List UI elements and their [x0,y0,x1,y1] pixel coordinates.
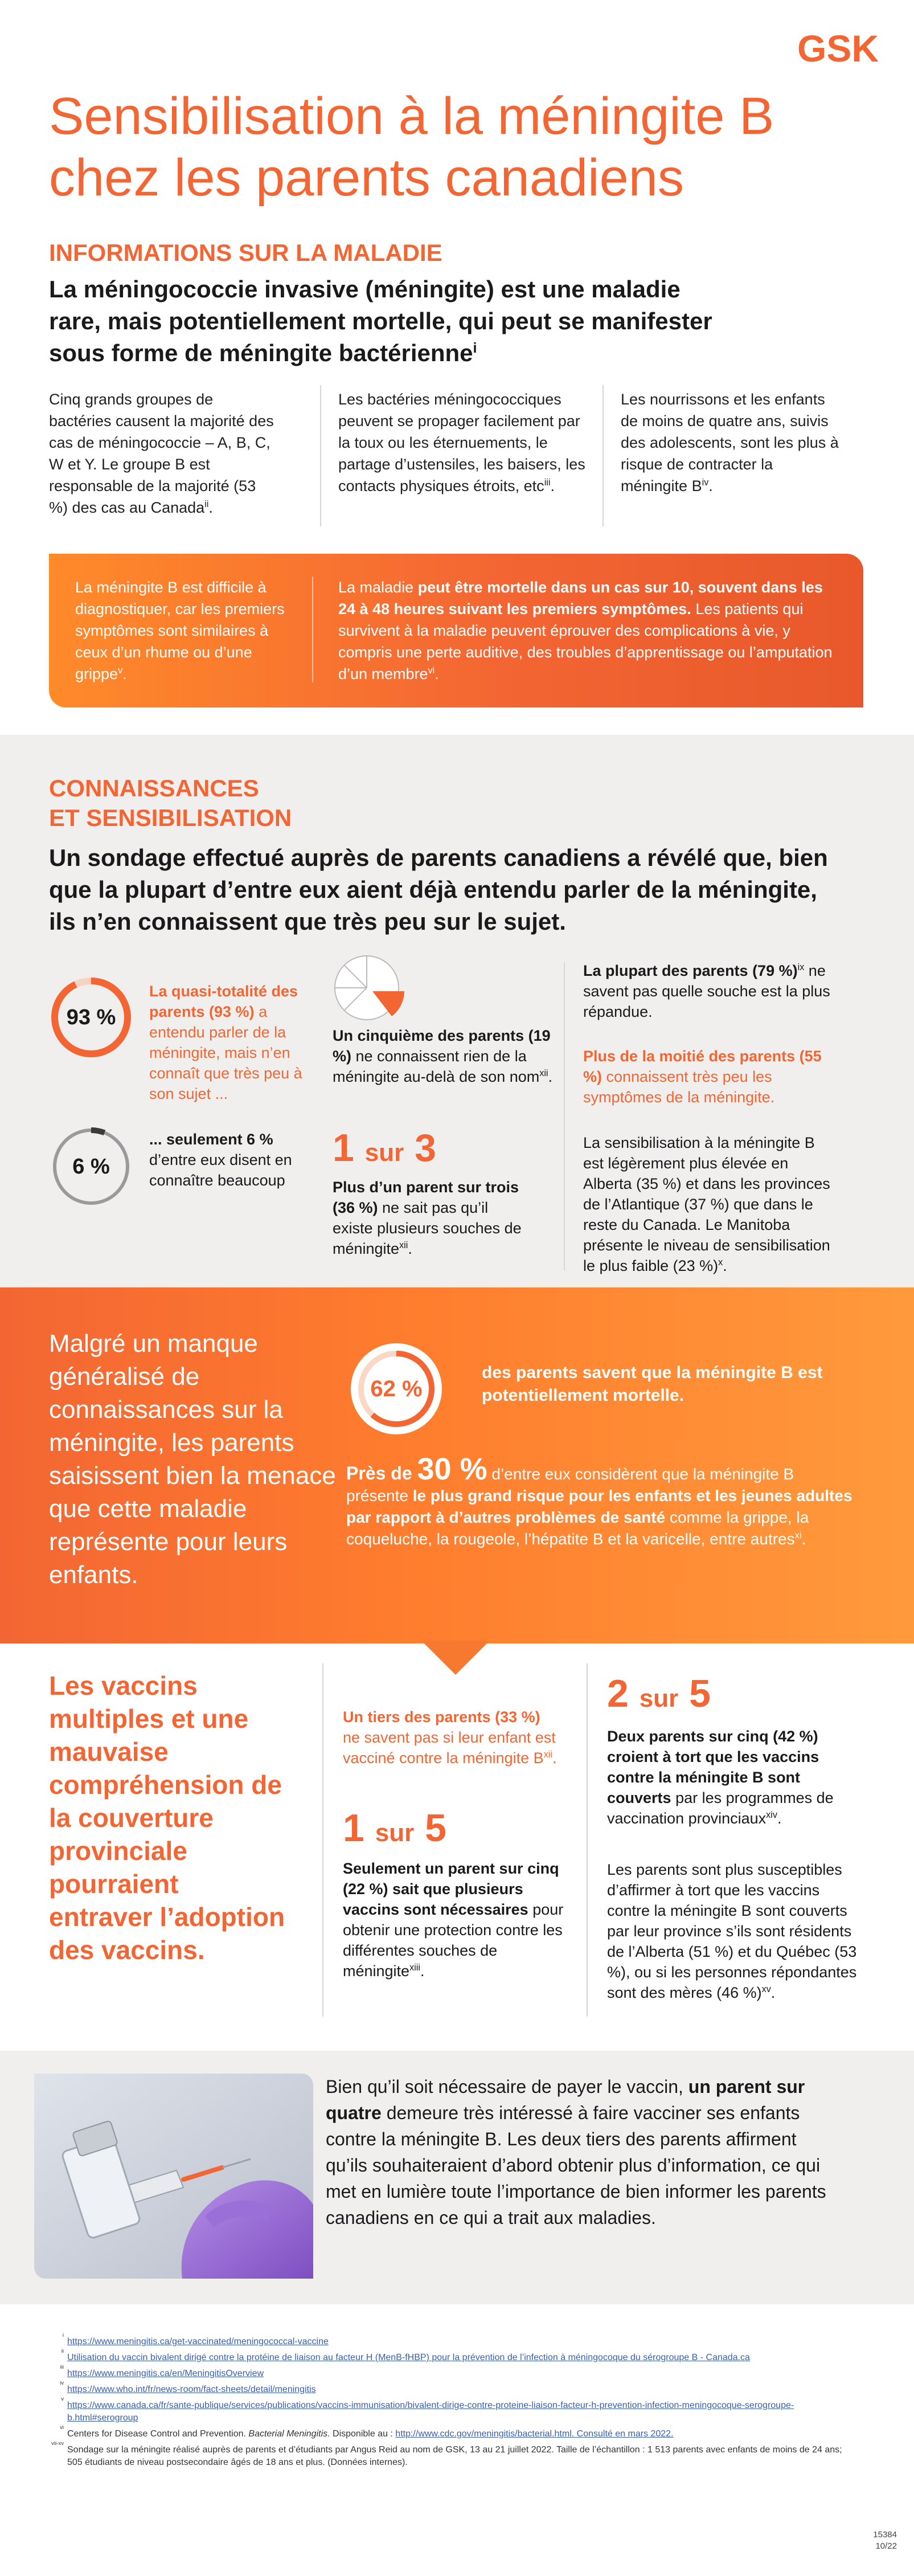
stat-62-circle [351,1343,442,1434]
column-divider [320,385,321,526]
donut-6-percent [49,1125,133,1209]
footnote-v: v https://www.canada.ca/fr/sante-publique/services/publications/vaccins-immunisation/bivalent-dirige-contre-proteine-liaison-facteur-h-prevention-infection-meningocoque-serogroupe-b.html#serogroup [49,2399,846,2424]
column-divider [564,963,565,1270]
stat-one-third-text: Plus d’un parent sur trois (36 %) ne sait pas qu’il existe plusieurs souches de méningite$^{xii}$. [333,1179,522,1257]
stat-two-fifths-text: Deux parents sur cinq (42 %) croient à tort que les vaccins contre la méningite B sont couverts par les programmes de vaccination provinciaux$^{xiv}$. [607,1728,834,1827]
gsk-logo [797,23,883,74]
donut-93-percent [49,975,133,1060]
footnote-iii: iii https://www.meningitis.ca/en/MeningitisOverview [49,2368,846,2380]
ratio-1-sur-3: 1 sur 3 [333,1126,436,1170]
mortality-text: La maladie peut être mortelle dans un cas sur 10, souvent dans les 24 à 48 heures suivant les premiers symptômes. Les patients qui survivent à la maladie peuvent éprouver des complications à vie, y compris une perte auditive, des troubles d’apprentissage ou l’amputation d’un membre$^{vi}$. [338,579,833,682]
footnote-link[interactable]: https://www.meningitis.ca/get-vaccinated/meningococcal-vaccine [67,2337,329,2346]
title-line-1: Sensibilisation à la méningite B [49,87,774,145]
donut-93-label: 93 % [66,1005,116,1029]
knowledge-lead: Un sondage effectué auprès de parents canadiens a révélé que, bien que la plupart d’entre eux aient déjà entendu parler de la méningite, ils n’en connaissent que très peu sur le sujet. [49,844,828,935]
footnote-link[interactable]: Utilisation du vaccin bivalent dirigé contre la protéine de liaison au facteur H (MenB-fHBP) pour la prévention de l’infection à méningocoque du sérogroupe B - Canada.ca [67,2353,750,2362]
nearly-30-text: Près de 30 % d’entre eux considèrent que la méningite B présente le plus grand risque pour les enfants et les jeunes adultes par rapport à d’autres problèmes de santé comme la grippe, la coqueluche, la rougeole, l’hépatite B et la varicelle, entre autres$^{xi}$. [346,1452,852,1548]
regional-awareness-text: La sensibilisation à la méningite B est légèrement plus élevée en Alberta (35 %) et dans les provinces de l’Atlantique (37 %) que dans le reste du Canada. Le Manitoba présente le niveau de sensibilisation le plus faible (23 %)$^x$. [583,1134,830,1274]
symptom-mortality-box [49,554,863,708]
stat-half-parents-text: Plus de la moitié des parents (55 %) connaissent très peu les symptômes de la méningite. [583,1048,822,1106]
footnote-vi: vi Centers for Disease Control and Prevention. Bacterial Meningitis. Disponible au : http://www.cdc.gov/meningitis/bacterial.html. Consulté en mars 2022. [60,2424,674,2439]
footnote-link[interactable]: http://www.cdc.gov/meningitis/bacterial.html. Consulté en mars 2022. [395,2429,674,2439]
vaccine-vial-photo [34,2074,313,2279]
disease-column-3: Les nourrissons et les enfants de moins de quatre ans, suivis des adolescents, sont les plus à risque de contracter la méningite $B^{iv}$. [621,391,839,494]
footnote-ii: ii Utilisation du vaccin bivalent dirigé contre la protéine de liaison au facteur H (MenB-fHBP) pour la prévention de l’infection à méningocoque du sérogroupe B - Canada.ca [49,2352,846,2364]
disease-heading: INFORMATIONS SUR LA MALADIE [49,239,442,266]
column-divider [602,385,604,526]
band-left-text: Malgré un manque généralisé de connaissances sur la méningite, les parents saisissent bien la menace que cette maladie représente pour leurs enfants. [49,1330,336,1589]
payment-interest-text: Bien qu’il soit nécessaire de payer le vaccin, un parent sur quatre demeure très intéressé à faire vacciner ses enfants contre la méningite B. Les deux tiers des parents affirment qu’ils souhaiteraient d’abord obtenir plus d’information, ce qui met en lumière toute l’importance de bien informer les parents canadiens en ce qui a trait aux maladies. [326,2076,826,2228]
stat-62-text: des parents savent que la méningite B est potentiellement mortelle. [482,1363,823,1405]
document-code: 15384 10/22 [873,2530,897,2551]
footnote-vii-xv: vii-xv Sondage sur la méningite réalisé auprès de parents et d’étudiants par Angus Reid au nom de GSK, 13 au 21 juillet 2022. Taille de l’échantillon : 1 513 parents avec enfants de moins de 24 ans; 505 étudiants de niveau postsecondaire âgés de 18 ans et plus. (Données internes). [51,2440,842,2467]
provincial-coverage-text: Les parents sont plus susceptibles d’affirmer à tort que les vaccins contre la méningite B sont couverts par leur province s’ils sont résidents de l’Alberta (51 %) et du Québec (53 %), ou si les personnes répondantes sont des mères (46 %)$^{xv}$. [607,1861,857,2001]
footnote-link[interactable]: https://www.who.int/fr/news-room/fact-sheets/detail/meningitis [67,2385,316,2394]
footnote-i: i https://www.meningitis.ca/get-vaccinated/meningococcal-vaccine [49,2336,846,2348]
stat-one-third-vaccinated: Un tiers des parents (33 %) ne savent pas si leur enfant est vacciné contre la méningite $B^{xii}$. [343,1708,557,1767]
stat-most-parents-text: La plupart des parents (79 %)$^{ix}$ ne savent pas quelle souche est la plus répandue. [583,962,830,1020]
disease-column-2: Les bactéries méningococciques peuvent se propager facilement par la toux ou les éternuements, le partage d’ustensiles, les baisers, les contacts physiques étroits, etc$^{iii}$. [338,391,585,494]
stat-6-text: ... seulement 6 % d’entre eux disent en connaître beaucoup [149,1131,292,1189]
ratio-2-sur-5: 2 sur 5 [607,1672,711,1715]
footnote-link[interactable]: https://www.meningitis.ca/en/MeningitisOverview [67,2369,264,2378]
column-divider [587,1663,588,2017]
footnotes [49,2332,846,2472]
diagnosis-difficulty-text: La méningite B est difficile à diagnostiquer, car les premiers symptômes sont similaires à ceux d’un rhume ou d’une grippe$^v$. [75,579,285,682]
disease-lead: La méningococcie invasive (méningite) est une maladie rare, mais potentiellement mortelle, qui peut se manifester sous forme de méningite bactérienne$^i$ [49,276,712,366]
footnote-link[interactable]: https://www.canada.ca/fr/sante-publique/services/publications/vaccins-immunisation/bivalent-dirige-contre-proteine-liaison-facteur-h-prevention-infection-meningocoque-serogroupe-b.html#serogroup [67,2401,794,2423]
disease-column-1: Cinq grands groupes de bactéries causent la majorité des cas de méningococcie – A, B, C, W et Y. Le groupe B est responsable de la majorité (53 %) des cas au Canada$^{ii}$. [49,391,274,516]
footnote-iv: iv https://www.who.int/fr/news-room/fact-sheets/detail/meningitis [49,2383,846,2396]
stat-one-fifth-text: Un cinquième des parents (19 %) ne connaissent rien de la méningite au-delà de son nom$^{xii}$. [333,1027,553,1085]
knowledge-heading: CONNAISSANCES ET SENSIBILISATION [49,775,292,831]
column-divider [322,1663,323,2017]
stat-one-fifth-vaccines: Seulement un parent sur cinq (22 %) sait que plusieurs vaccins sont nécessaires pour obtenir une protection contre les différentes souches de méningite$^{xiii}$. [343,1860,564,1980]
vaccine-section-title: Les vaccins multiples et une mauvaise compréhension de la couverture provinciale pourraient entraver l’adoption des vaccins. [49,1671,285,1965]
title-line-2: chez les parents canadiens [49,149,684,207]
donut-6-label: 6 % [72,1155,110,1179]
logo-text: GSK [797,27,879,69]
stat-93-text: La quasi-totalité des parents (93 %) a entendu parler de la méningite, mais n’en connaît que très peu à son sujet ... [149,983,302,1102]
ratio-1-sur-5: 1 sur 5 [343,1806,446,1850]
page-title [49,85,789,208]
stat-62-label: 62 % [370,1376,423,1401]
box-divider [312,576,313,682]
pie-one-fifth-icon [333,951,408,1027]
band-arrow [421,1641,490,1675]
